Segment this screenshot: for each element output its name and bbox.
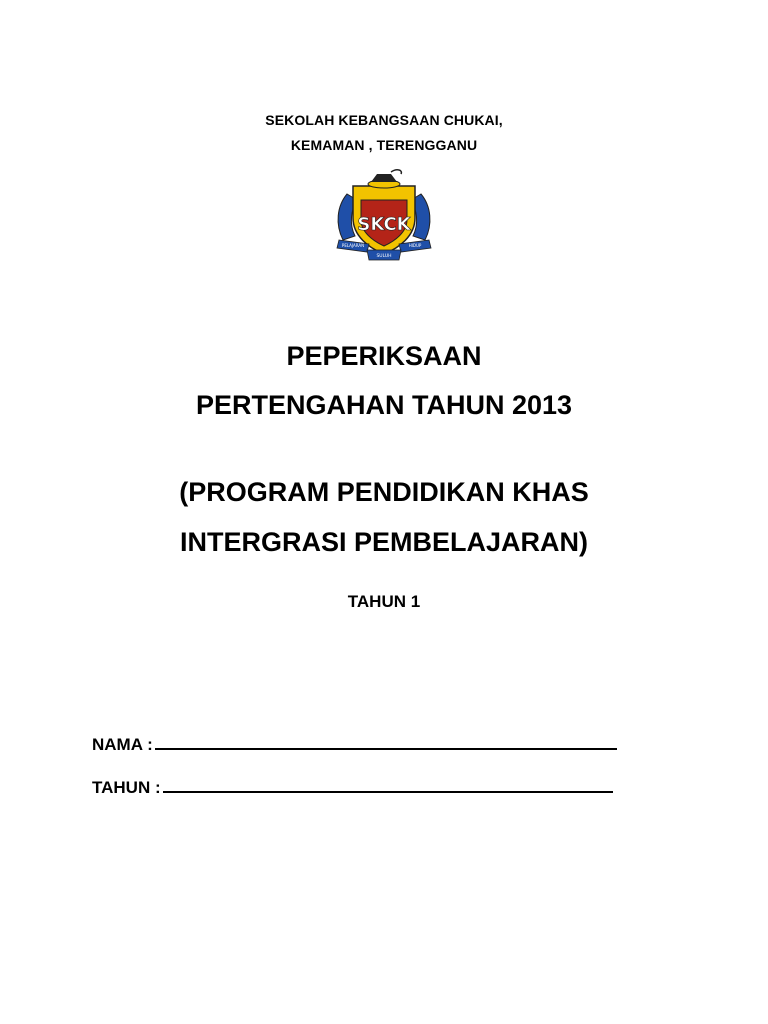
school-name: SEKOLAH KEBANGSAAN CHUKAI,: [265, 112, 503, 128]
crest-initials: SKCK: [357, 214, 411, 235]
crest-motto-right: HIDUP: [408, 243, 422, 248]
name-blank-line[interactable]: [155, 734, 617, 750]
year-blank-line[interactable]: [163, 777, 613, 793]
grade-level: TAHUN 1: [347, 592, 421, 611]
title-line-4: INTERGRASI PEMBELAJARAN): [179, 527, 589, 557]
school-crest-logo: [333, 166, 435, 262]
name-label: NAMA :: [92, 735, 153, 754]
year-field[interactable]: [92, 777, 613, 798]
name-field[interactable]: [92, 734, 617, 755]
crest-motto-bottom: SULUH: [376, 254, 392, 259]
title-line-3: (PROGRAM PENDIDIKAN KHAS: [179, 477, 589, 507]
school-location: KEMAMAN , TERENGGANU: [290, 137, 478, 153]
title-line-2: PERTENGAHAN TAHUN 2013: [195, 390, 573, 420]
title-line-1: PEPERIKSAAN: [286, 341, 482, 371]
crest-motto-left: PELAJARAN: [341, 243, 365, 248]
year-label: TAHUN :: [92, 778, 161, 797]
